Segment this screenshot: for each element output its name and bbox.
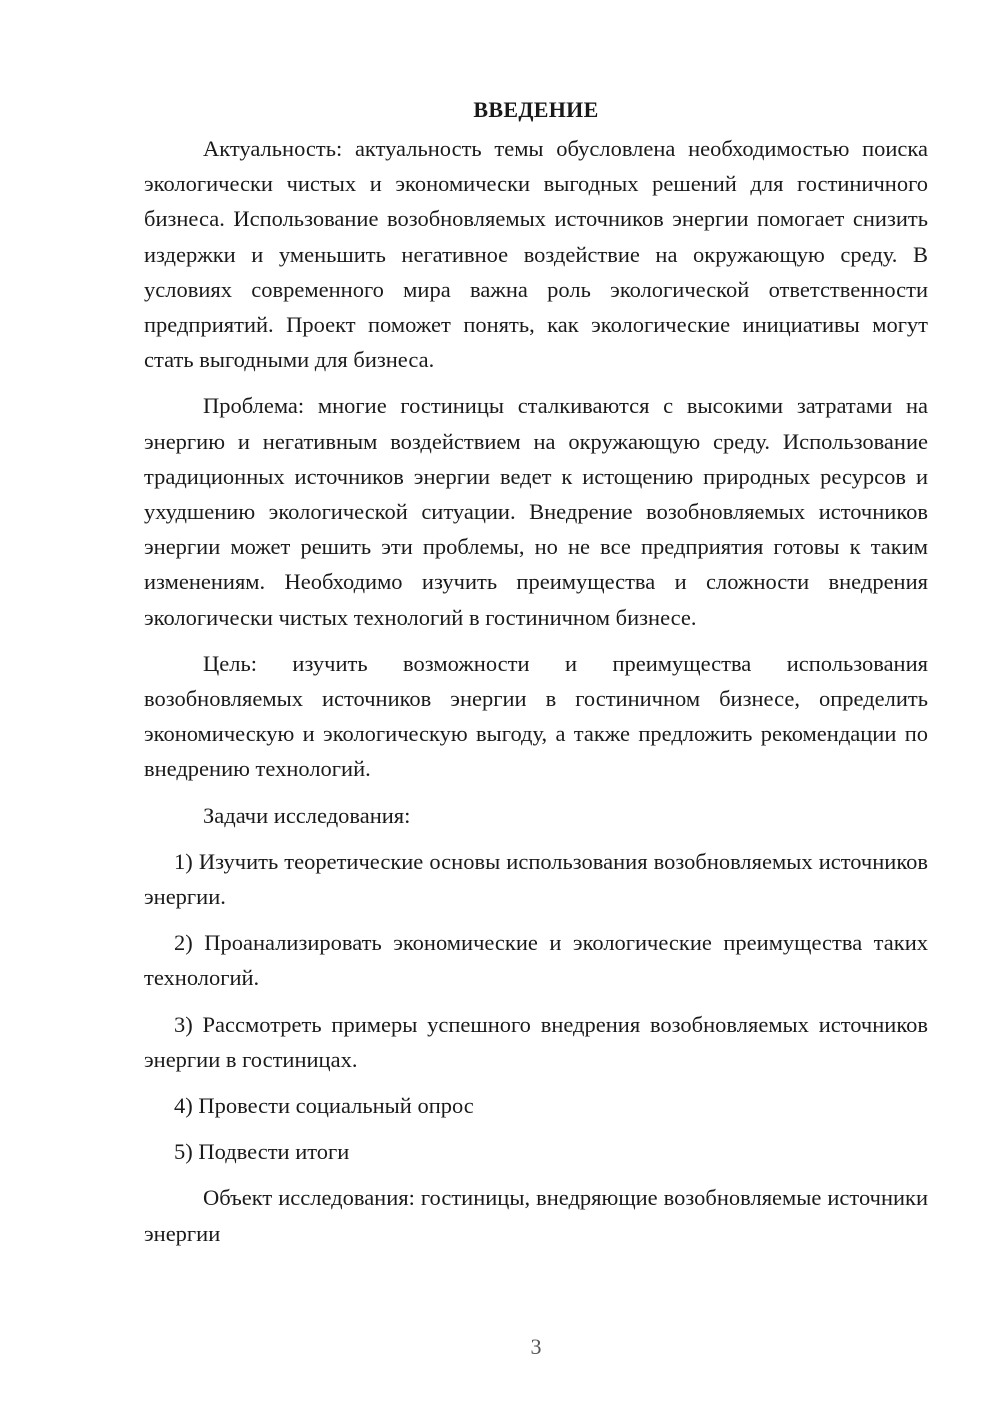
- task-item-3: 3) Рассмотреть примеры успешного внедрения возобновляемых источников энергии в гостиницах.: [144, 1011, 928, 1072]
- relevance-paragraph: Актуальность: актуальность темы обусловлена необходимостью поиска экологически чистых и экономически выгодных решений для гостиничного бизнеса. Использование возобновляемых источников энергии помогает снизить издержки и уменьшить негативное воздействие на окружающую среду. В условиях современного мира важна роль экологической ответственности предприятий. Проект поможет понять, как экологические инициативы могут стать выгодными для бизнеса.: [144, 136, 928, 373]
- task-item-2: 2) Проанализировать экономические и экологические преимущества таких технологий.: [144, 930, 928, 991]
- task-item-4: 4) Провести социальный опрос: [174, 1093, 474, 1119]
- object-paragraph: Объект исследования: гостиницы, внедряющие возобновляемые источники энергии: [144, 1185, 928, 1246]
- goal-paragraph: Цель: изучить возможности и преимущества использования возобновляемых источников энергии в гостиничном бизнесе, определить экономическую и экологическую выгоду, а также предложить рекомендации по внедрению технологий.: [144, 650, 928, 782]
- task-item-5: 5) Подвести итоги: [174, 1139, 350, 1165]
- task-item-1: 1) Изучить теоретические основы использования возобновляемых источников энергии.: [144, 848, 928, 910]
- section-title: ВВЕДЕНИЕ: [473, 97, 599, 122]
- page-number: 3: [530, 1334, 542, 1359]
- tasks-heading: Задачи исследования:: [203, 802, 411, 828]
- problem-paragraph: Проблема: многие гостиницы сталкиваются с высокими затратами на энергию и негативным воздействием на окружающую среду. Использование традиционных источников энергии ведет к истощению природных ресурсов и ухудшению экологической ситуации. Внедрение возобновляемых источников энергии может решить эти проблемы, но не все предприятия готовы к таким изменениям. Необходимо изучить преимущества и сложности внедрения экологически чистых технологий в гостиничном бизнесе.: [144, 393, 928, 630]
- document-page: [144, 92, 928, 1262]
